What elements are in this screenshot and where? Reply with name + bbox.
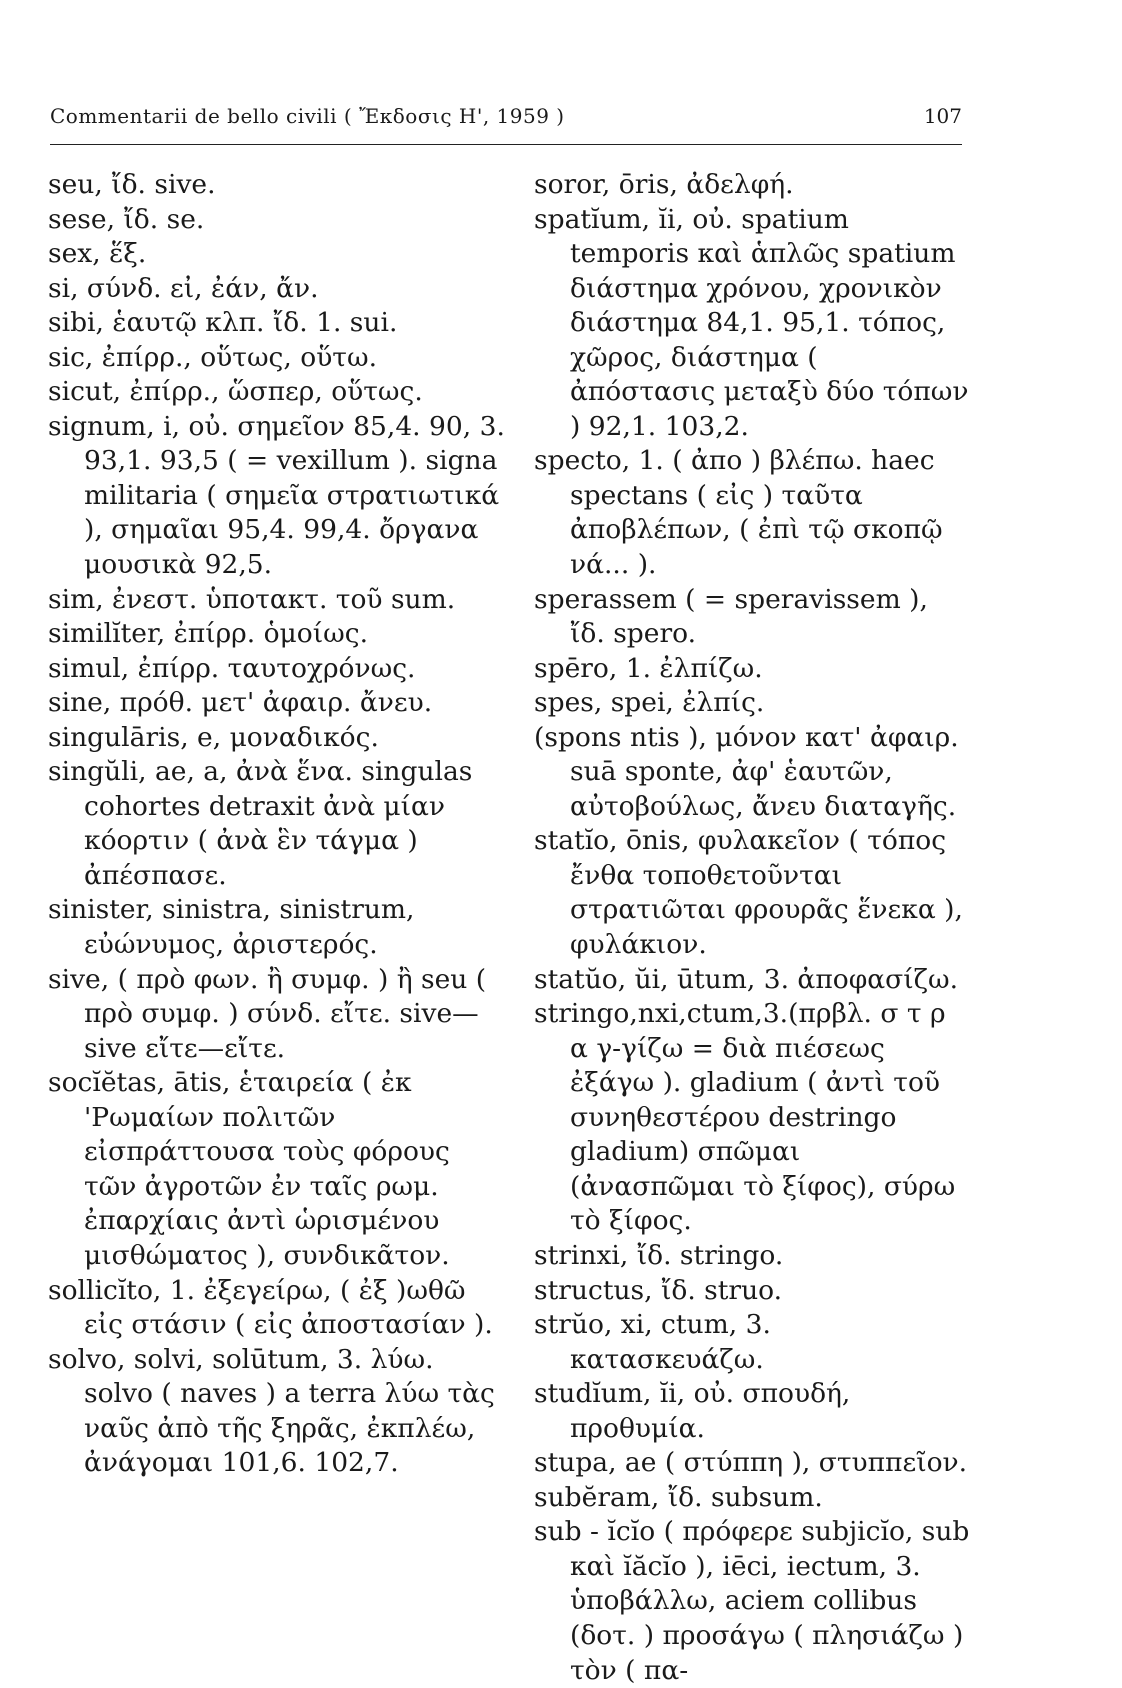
dictionary-entry: sive, ( πρὸ φων. ἢ συμφ. ) ἢ seu ( πρὸ συμφ. ) σύνδ. εἴτε. sive—sive εἴτε—εἴτε. [48,963,495,1064]
left-column [48,168,514,1481]
dictionary-entry: spes, spei, ἐλπίς. [534,687,765,719]
dictionary-entry: sic, ἐπίρρ., οὕτως, οὕτω. [48,341,377,373]
dictionary-entry: specto, 1. ( ἀπο ) βλέπω. haec spectans ( εἰς ) ταῦτα ἀποβλέπων, ( ἐπὶ τῷ σκοπῷ νά... ). [534,445,952,581]
dictionary-entry: stringo,nxi,ctum,3.(πρβλ. σ τ ρ α γ-γίζω = διὰ πιέσεως ἐξάγω ). gladium ( ἀντὶ τοῦ συνηθεστέρου destringo gladium) σπῶμαι (ἀνασπῶμαι τὸ ξίφος), σύρω τὸ ξίφος. [534,998,964,1237]
dictionary-entry: statŭo, ŭi, ūtum, 3. ἀποφασίζω. [534,963,959,995]
page-number: 107 [923,104,962,128]
dictionary-entry: seu, ἴδ. sive. [48,169,216,200]
dictionary-entry: simul, ἐπίρρ. ταυτοχρόνως. [48,652,416,684]
dictionary-entry: solvo, solvi, solūtum, 3. λύω. solvo ( naves ) a terra λύω τὰς ναῦς ἀπὸ τῆς ξηρᾶς, ἐκπλέω, ἀνάγομαι 101,6. 102,7. [48,1343,504,1479]
dictionary-entry: spatĭum, ĭi, οὐ. spatium temporis καὶ ἁπλῶς spatium διάστημα χρόνου, χρονικὸν διάστημα 84,1. 95,1. τόπος, χῶρος, διάστημα ( ἀπόστασις μεταξὺ δύο τόπων ) 92,1. 103,2. [534,203,977,442]
dictionary-entry: sicut, ἐπίρρ., ὥσπερ, οὕτως. [48,376,423,408]
right-column [534,168,978,1688]
dictionary-entry: singulāris, e, μοναδικός. [48,721,379,753]
dictionary-entry: sub - ĭcĭo ( πρόφερε subjicĭo, sub καὶ ĭăcĭo ), iēci, iectum, 3. ὑποβάλλω, aciem collibus (δοτ. ) προσάγω ( πλησιάζω ) τὸν ( πα- [534,1516,978,1686]
dictionary-entry: structus, ἴδ. struo. [534,1274,783,1306]
dictionary-entry: (spons ntis ), μόνον κατ' ἀφαιρ. suā sponte, ἀφ' ἑαυτῶν, αὐτοβούλως, ἄνευ διαταγῆς. [534,721,968,822]
dictionary-entry: statĭo, ōnis, φυλακεῖον ( τόπος ἔνθα τοποθετοῦνται στρατιῶται φρουρᾶς ἕνεκα ), φυλάκιον. [534,825,972,961]
dictionary-entry: sinister, sinistra, sinistrum, εὐώνυμος, ἀριστερός. [48,894,423,961]
dictionary-entry: signum, i, οὐ. σημεῖον 85,4. 90, 3. 93,1. 93,5 ( = vexillum ). signa militaria ( σημεῖα στρατιωτικά ), σημαῖαι 95,4. 99,4. ὄργανα μουσικὰ 92,5. [48,410,514,581]
dictionary-entry: sollicĭto, 1. ἐξεγείρω, ( ἐξ )ωθῶ εἰς στάσιν ( εἰς ἀποστασίαν ). [48,1274,493,1341]
running-title: Commentarii de bello civili ( Ἔκδοσις Η', 1959 ) [50,104,565,128]
page-header [50,96,962,145]
dictionary-entry: strŭo, xi, ctum, 3. κατασκευάζω. [534,1309,780,1375]
dictionary-entry: spēro, 1. ἐλπίζω. [534,652,763,684]
dictionary-entry: studĭum, ĭi, οὐ. σπουδή, προθυμία. [534,1378,859,1444]
dictionary-entry: similĭter, ἐπίρρ. ὁμοίως. [48,618,368,650]
dictionary-entry: soror, ōris, ἀδελφή. [534,169,794,200]
dictionary-entry: sperassem ( = speravissem ), ἴδ. spero. [534,583,937,650]
dictionary-entry: sex, ἕξ. [48,238,147,270]
dictionary-entry: sine, πρόθ. μετ' ἀφαιρ. ἄνευ. [48,687,433,719]
dictionary-entry: si, σύνδ. εἰ, ἐάν, ἄν. [48,272,319,304]
dictionary-entry: singŭli, ae, a, ἀνὰ ἕνα. singulas cohortes detraxit ἀνὰ μίαν κόορτιν ( ἀνὰ ἓν τάγμα ) ἀπέσπασε. [48,756,481,891]
dictionary-entry: socĭĕtas, ātis, ἑταιρεία ( ἐκ 'Ρωμαίων πολιτῶν εἰσπράττουσα τοὺς φόρους τῶν ἀγροτῶν ἐν ταῖς ρωμ. ἐπαρχίαις ἀντὶ ὡρισμένου μισθώματος ), συνδικᾶτον. [48,1067,459,1271]
dictionary-entry: sibi, ἑαυτῷ κλπ. ἴδ. 1. sui. [48,307,398,339]
dictionary-entry: strinxi, ἴδ. stringo. [534,1239,784,1271]
dictionary-entry: sim, ἐνεστ. ὑποτακτ. τοῦ sum. [48,583,456,615]
dictionary-entry: sese, ἴδ. se. [48,203,205,235]
dictionary-entry: stupa, ae ( στύππη ), στυππεῖον. [534,1447,968,1479]
dictionary-entry: subĕram, ἴδ. subsum. [534,1481,823,1513]
